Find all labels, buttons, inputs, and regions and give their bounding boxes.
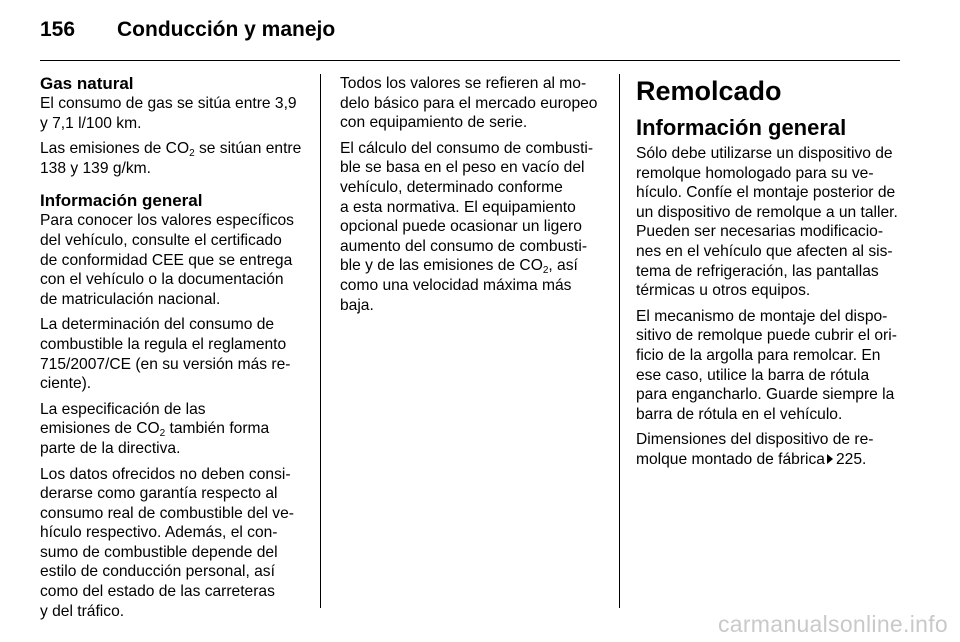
paragraph: El consumo de gas se sitúa entre 3,9 y 7,1 l/100 km. [40,95,297,132]
paragraph: Sólo debe utilizarse un dispositivo de remolque homologado para su ve- hículo. Confíe el montaje posterior de un dispositivo de remolque a un taller. Pueden ser necesarias modificacio- nes en el vehículo que afecten al sis- tema de refrigeración, las pantallas térmicas u otros equipos. [636,145,898,300]
paragraph: El mecanismo de montaje del dispo- sitivo de remolque puede cubrir el ori- ficio de la argolla para remolcar. En ese caso, utilice la barra de rótula para engancharlo. Guarde siempre la barra de rótula en el vehículo. [636,307,897,423]
subsection-title-informacion-general: Información general [636,115,847,140]
column-divider-2 [619,74,620,608]
heading-informacion-general: Información general [40,191,203,211]
paragraph: Las emisiones de $CO_2$ se sitúan entre 138 y 139 g/km. [40,140,302,177]
chapter-title: Conducción y manejo [117,18,336,41]
page-reference-link[interactable]: 225. [835,450,867,468]
watermark: carmanualsonline.info [717,611,948,637]
column-1 [40,74,308,627]
column-divider-1 [320,74,321,608]
column-2 [340,74,608,321]
paragraph: Los datos ofrecidos no deben consi- derarse como garantía respecto al consumo real de combustible del ve- hículo respectivo. Además, el con- sumo de combustible depende del estilo de conducción personal, así como del estado de las carreteras y del tráfico. [40,465,294,620]
paragraph: El cálculo del consumo de combusti- ble se basa en el peso en vacío del vehículo, determinado conforme a esta normativa. El equipamiento opcional puede ocasionar un ligero aumento del consumo de combusti- ble y de las emisiones de $CO_2$, así como una velocidad máxima más baja. [340,139,594,314]
paragraph: Dimensiones del dispositivo de re- molque montado de fábrica 225. [636,431,874,468]
paragraph: La determinación del consumo de combustible la regula el reglamento 715/2007/CE (en su versión más re- ciente). [40,316,291,393]
page-number: 156 [40,18,76,41]
page-reference-arrow-icon [827,454,833,464]
paragraph: La especificación de las emisiones de $CO_2$ también forma parte de la directiva. [40,400,270,457]
column-3 [636,74,904,476]
page-header [40,18,335,48]
paragraph: Todos los valores se refieren al mo- delo básico para el mercado europeo con equipamiento de serie. [340,75,598,132]
heading-gas-natural: Gas natural [40,74,134,93]
section-title-remolcado: Remolcado [636,76,782,106]
header-rule [40,60,900,61]
paragraph: Para conocer los valores específicos del vehículo, consulte el certificado de conformidad CEE que se entrega con el vehículo o la documentación de matriculación nacional. [40,212,294,308]
